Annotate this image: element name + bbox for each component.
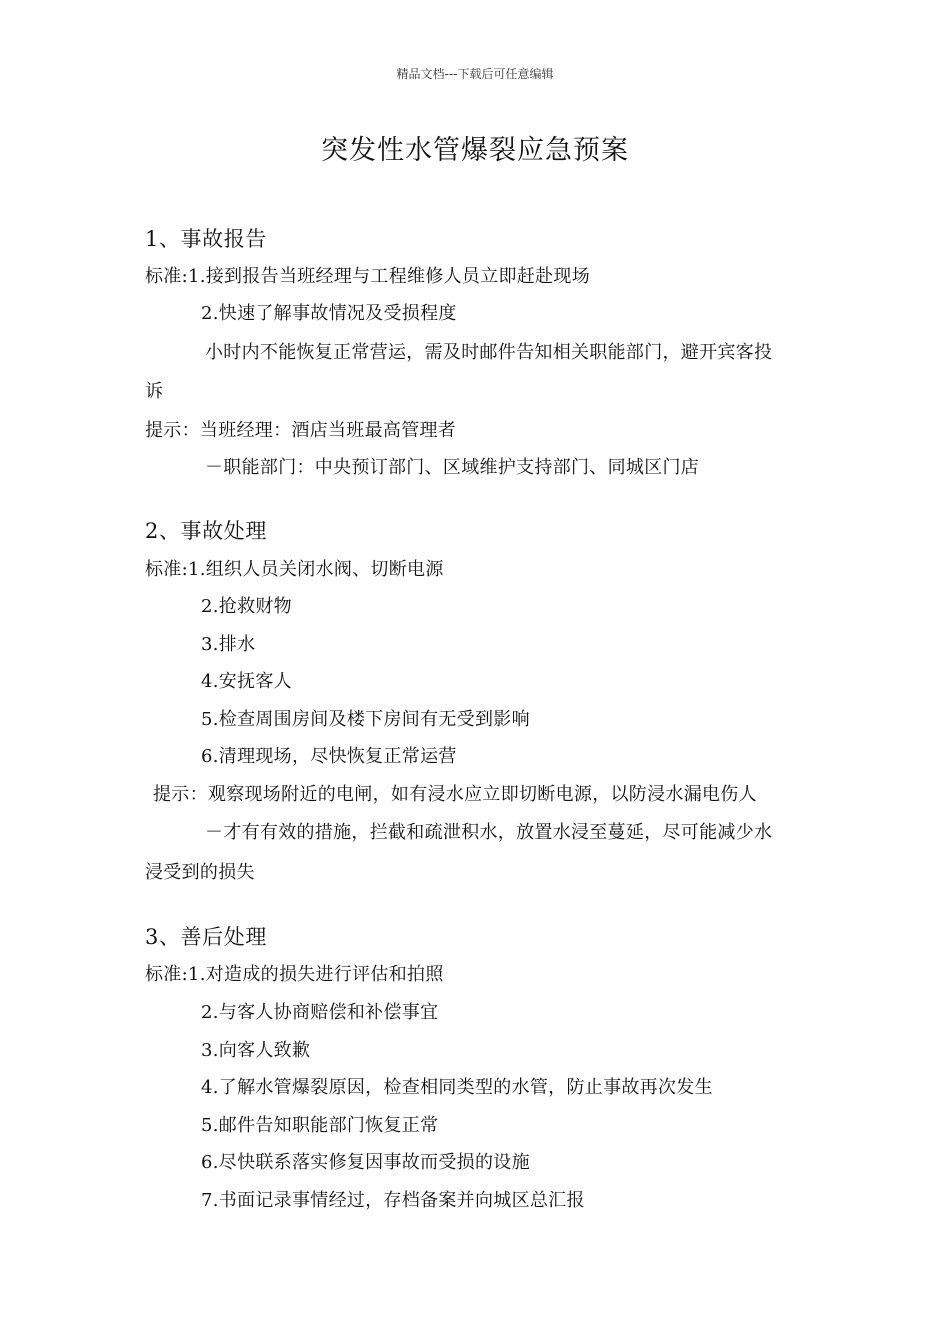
section-2-standard-item: 6.清理现场，尽快恢复正常运营 [201, 746, 457, 767]
section-2-standard-item: 3.排水 [201, 634, 256, 655]
section-1-tip-line: 提示：当班经理：酒店当班最高管理者 [145, 420, 457, 441]
section-1-paragraph-continuation: 诉 [145, 381, 164, 402]
section-1-tip-item: －职能部门：中央预订部门、区域维护支持部门、同城区门店 [205, 457, 700, 478]
section-1-paragraph-line: 小时内不能恢复正常营运，需及时邮件告知相关职能部门，避开宾客投 [205, 342, 773, 363]
section-3-standard-line: 标准:1.对造成的损失进行评估和拍照 [145, 964, 444, 985]
section-3-standard-item: 7.书面记录事情经过，存档备案并向城区总汇报 [201, 1190, 585, 1211]
section-2-standard-item: 4.安抚客人 [201, 671, 292, 692]
section-3-standard-item: 5.邮件告知职能部门恢复正常 [201, 1115, 439, 1136]
section-3-standard-item: 4.了解水管爆裂原因，检查相同类型的水管，防止事故再次发生 [201, 1077, 713, 1098]
document-title: 突发性水管爆裂应急预案 [321, 135, 629, 166]
section-2-standard-item: 2.抢救财物 [201, 596, 292, 617]
section-2-tip-line: 提示：观察现场附近的电闸，如有浸水应立即切断电源，以防浸水漏电伤人 [153, 784, 757, 805]
section-heading-aftermath: 3、善后处理 [145, 925, 267, 949]
header-note: 精品文档---下载后可任意编辑 [396, 67, 554, 81]
section-heading-accident-report: 1、事故报告 [145, 227, 267, 251]
section-3-standard-item: 6.尽快联系落实修复因事故而受损的设施 [201, 1152, 530, 1173]
section-heading-accident-handling: 2、事故处理 [145, 519, 267, 543]
section-3-standard-item: 2.与客人协商赔偿和补偿事宜 [201, 1002, 439, 1023]
section-1-standard-item: 2.快速了解事故情况及受损程度 [201, 303, 457, 324]
section-2-tip-item: －才有有效的措施，拦截和疏泄积水，放置水浸至蔓延，尽可能减少水 [205, 822, 773, 843]
section-1-standard-line: 标准:1.接到报告当班经理与工程维修人员立即赶赴现场 [145, 266, 591, 287]
section-3-standard-item: 3.向客人致歉 [201, 1040, 311, 1061]
section-2-standard-item: 5.检查周围房间及楼下房间有无受到影响 [201, 709, 530, 730]
section-2-tip-continuation: 浸受到的损失 [145, 862, 255, 883]
section-2-standard-line: 标准:1.组织人员关闭水阀、切断电源 [145, 559, 444, 580]
